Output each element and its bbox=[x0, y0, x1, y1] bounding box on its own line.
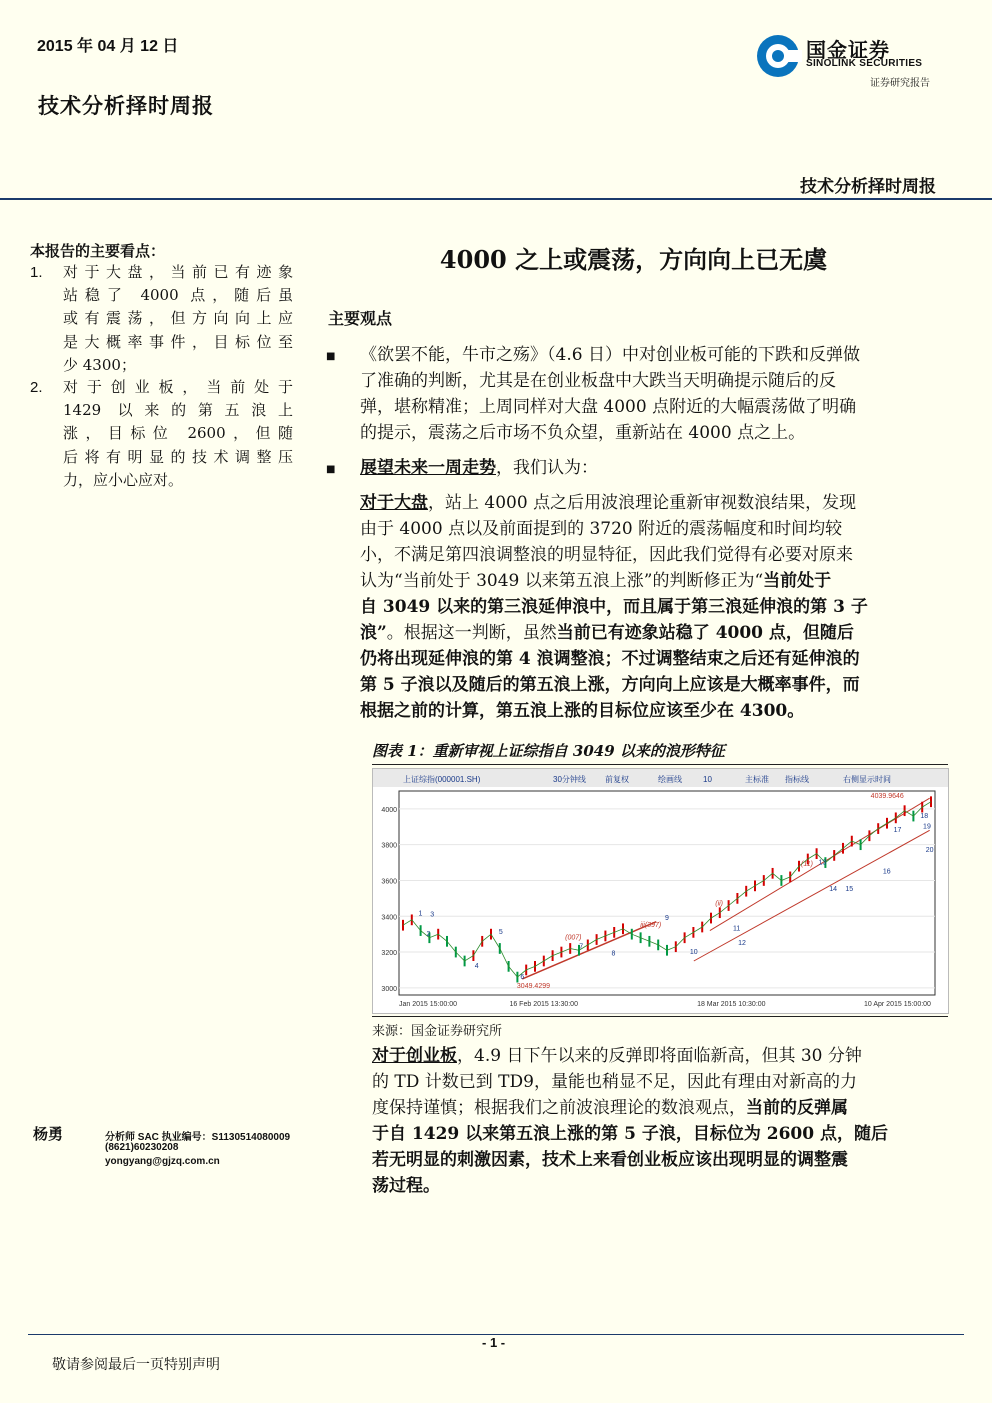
x-tick-label: Jan 2015 15:00:00 bbox=[399, 1001, 457, 1008]
wave-label: 11 bbox=[733, 925, 741, 933]
wave-label: 3 bbox=[430, 911, 435, 919]
point-line: 1429 以来的第五浪上 bbox=[63, 401, 293, 420]
header-right-title: 技术分析择时周报 bbox=[800, 177, 936, 197]
y-tick-label: 3200 bbox=[381, 950, 397, 958]
paragraph-market bbox=[360, 490, 940, 724]
text-line: 根据之前的计算，第五浪上涨的目标位应该至少在 4300。 bbox=[360, 701, 805, 721]
logo-text-cn: 国金证券 bbox=[806, 40, 890, 62]
paragraph-1 bbox=[360, 342, 940, 446]
wave-label: 1 bbox=[418, 910, 423, 918]
text-span: 当前已有迹象站稳了 4000 点，但随后 bbox=[556, 623, 854, 643]
text-line: 的 TD 计数已到 TD9，量能也稍显不足，因此有理由对新高的力 bbox=[372, 1072, 857, 1092]
company-logo bbox=[754, 28, 946, 92]
text-span: 。根据这一判断，虽然 bbox=[386, 623, 557, 643]
wave-label: 13 bbox=[818, 859, 827, 867]
text-line: 的提示，震荡之后市场不负众望，重新站在 4000 点之上。 bbox=[360, 423, 806, 443]
wave-label: 17 bbox=[893, 827, 902, 835]
point-line: 是大概率事件，目标位至 bbox=[63, 332, 293, 351]
paragraph-chinext bbox=[372, 1043, 952, 1199]
text-line: 弹，堪称精准；上周同样对大盘 4000 点附近的大幅震荡做了明确 bbox=[360, 397, 857, 417]
point-line: 涨，目标位 2600，但随 bbox=[63, 424, 293, 443]
page-number: - 1 - bbox=[482, 1335, 506, 1350]
text-line: 荡过程。 bbox=[372, 1176, 440, 1196]
y-tick-label: 3400 bbox=[381, 914, 397, 922]
wave-annotation: (11) bbox=[801, 861, 813, 869]
text-span: 浪” bbox=[360, 623, 387, 643]
y-tick-label: 3800 bbox=[381, 842, 397, 850]
toolbar-item: 绘画线 bbox=[658, 775, 682, 784]
toolbar-item: 30分钟线 bbox=[553, 775, 586, 784]
footer-disclaimer-note: 敬请参阅最后一页特别声明 bbox=[52, 1357, 220, 1373]
report-date: 2015 年 04 月 12 日 bbox=[37, 38, 179, 55]
bullet-icon: ■ bbox=[326, 351, 336, 362]
wave-chart bbox=[372, 768, 949, 1014]
wave-label: 9 bbox=[665, 914, 669, 922]
wave-annotation: (007) bbox=[565, 934, 582, 942]
text-line: 于自 1429 以来第五浪上涨的第 5 子浪，目标位为 2600 点，随后 bbox=[372, 1124, 888, 1144]
main-title: 4000 之上或震荡，方向向上已无虞 bbox=[439, 245, 828, 274]
wave-label: 19 bbox=[923, 823, 931, 831]
logo-subtitle: 证券研究报告 bbox=[870, 78, 930, 89]
plot-area bbox=[399, 791, 935, 995]
logo-mark-icon bbox=[754, 32, 802, 80]
analyst-id: 分析师 SAC 执业编号：S1130514080009 bbox=[105, 1132, 291, 1143]
paragraph-2 bbox=[360, 455, 940, 481]
toolbar-item: 主标准 bbox=[745, 775, 769, 784]
text-span: 当前处于 bbox=[763, 571, 832, 591]
y-tick-label: 3600 bbox=[381, 878, 397, 886]
chart-svg bbox=[373, 769, 948, 1013]
text-span: ，4.9 日下午以来的反弹即将面临新高，但其 30 分钟 bbox=[457, 1046, 862, 1066]
analyst-phone: (8621)60230208 bbox=[105, 1142, 179, 1153]
wave-label: 12 bbox=[738, 939, 746, 947]
wave-annotation: iii(397) bbox=[640, 922, 662, 929]
text-line: 了准确的判断，尤其是在创业板盘中大跌当天明确提示随后的反 bbox=[360, 371, 836, 391]
point-line: 后将有明显的技术调整压 bbox=[63, 447, 293, 466]
point-line: 站稳了 4000 点，随后虽 bbox=[63, 286, 293, 305]
wave-label: 4 bbox=[474, 963, 479, 971]
wave-label: 2 bbox=[426, 930, 431, 938]
author-name: 杨勇 bbox=[33, 1125, 64, 1143]
toolbar-item: 上证综指(000001.SH) bbox=[403, 775, 481, 784]
analyst-email[interactable]: yongyang@gjzq.com.cn bbox=[105, 1156, 220, 1167]
high-annotation: 4039.9646 bbox=[870, 793, 904, 801]
wave-label: 7 bbox=[579, 943, 584, 951]
text-line: 若无明显的刺激因素，技术上来看创业板应该出现明显的调整震 bbox=[372, 1150, 848, 1170]
figure-title: 图表 1：重新审视上证综指自 3049 以来的浪形特征 bbox=[372, 742, 725, 760]
point-line: 力，应小心应对。 bbox=[63, 470, 184, 489]
y-tick-label: 4000 bbox=[381, 806, 397, 814]
point-line: 对于大盘，当前已有迹象 bbox=[63, 263, 293, 281]
header-divider bbox=[0, 198, 992, 200]
wave-label: 10 bbox=[689, 948, 698, 956]
x-tick-label: 10 Apr 2015 15:00:00 bbox=[864, 1001, 931, 1008]
x-tick-label: 18 Mar 2015 10:30:00 bbox=[697, 1001, 766, 1008]
wave-label: 6 bbox=[520, 973, 525, 981]
text-span: 认为“当前处于 3049 以来第五浪上涨”的判断修正为“ bbox=[360, 571, 764, 591]
text-line: 自 3049 以来的第三浪延伸浪中，而且属于第三浪延伸浪的第 3 子 bbox=[360, 597, 868, 617]
report-type-title: 技术分析择时周报 bbox=[38, 93, 214, 118]
toolbar-item: 前复权 bbox=[605, 775, 629, 784]
text-line: 仍将出现延伸浪的第 4 浪调整浪；不过调整结束之后还有延伸浪的 bbox=[360, 649, 860, 669]
y-tick-label: 3000 bbox=[381, 985, 397, 993]
section-heading: 主要观点 bbox=[328, 309, 393, 328]
point-line: 对于创业板，当前处于 bbox=[63, 378, 293, 396]
point-number: 2. bbox=[30, 379, 43, 396]
text-span: ，我们认为： bbox=[496, 458, 598, 478]
figure-source: 来源：国金证券研究所 bbox=[372, 1024, 503, 1039]
point-line: 少 4300； bbox=[63, 355, 136, 374]
toolbar-item: 指标线 bbox=[785, 775, 809, 784]
text-span: ，站上 4000 点之后用波浪理论重新审视数浪结果，发现 bbox=[428, 493, 857, 513]
toolbar-item: 右侧显示时间 bbox=[843, 775, 891, 784]
wave-label: 14 bbox=[829, 886, 838, 894]
point-line: 或有震荡，但方向向上应 bbox=[63, 309, 293, 328]
text-span: 当前的反弹属 bbox=[746, 1098, 848, 1118]
x-tick-label: 16 Feb 2015 13:30:00 bbox=[509, 1001, 578, 1008]
wave-annotation: (ii) bbox=[715, 900, 724, 908]
wave-label: 5 bbox=[498, 929, 503, 937]
text-line: 第 5 子浪以及随后的第五浪上涨，方向向上应该是大概率事件，而 bbox=[360, 675, 860, 695]
outlook-label: 展望未来一周走势 bbox=[360, 458, 496, 478]
figure-rule bbox=[372, 1016, 948, 1017]
wave-label: 15 bbox=[845, 886, 854, 894]
text-span: 度保持谨慎；根据我们之前波浪理论的数浪观点， bbox=[372, 1098, 746, 1118]
wave-label: 8 bbox=[611, 950, 616, 958]
figure-rule bbox=[372, 764, 948, 765]
text-line: 《欲罢不能，牛市之殇》（4.6 日）中对创业板可能的下跌和反弹做 bbox=[360, 345, 860, 365]
market-label: 对于大盘 bbox=[360, 493, 428, 513]
wave-label: 18 bbox=[920, 812, 929, 820]
text-line: 由于 4000 点以及前面提到的 3720 附近的震荡幅度和时间均较 bbox=[360, 519, 843, 539]
sidebar-heading: 本报告的主要看点： bbox=[30, 242, 166, 260]
wave-label: 16 bbox=[882, 868, 891, 876]
logo-text-en: SINOLINK SECURITIES bbox=[806, 58, 923, 69]
wave-label: 20 bbox=[925, 846, 934, 854]
low-annotation: 3049.4299 bbox=[516, 982, 551, 990]
point-number: 1. bbox=[30, 264, 43, 281]
text-line: 小，不满足第四浪调整浪的明显特征，因此我们觉得有必要对原来 bbox=[360, 545, 853, 565]
chinext-label: 对于创业板 bbox=[372, 1046, 457, 1066]
toolbar-item: 10 bbox=[703, 775, 712, 784]
bullet-icon: ■ bbox=[326, 464, 336, 475]
